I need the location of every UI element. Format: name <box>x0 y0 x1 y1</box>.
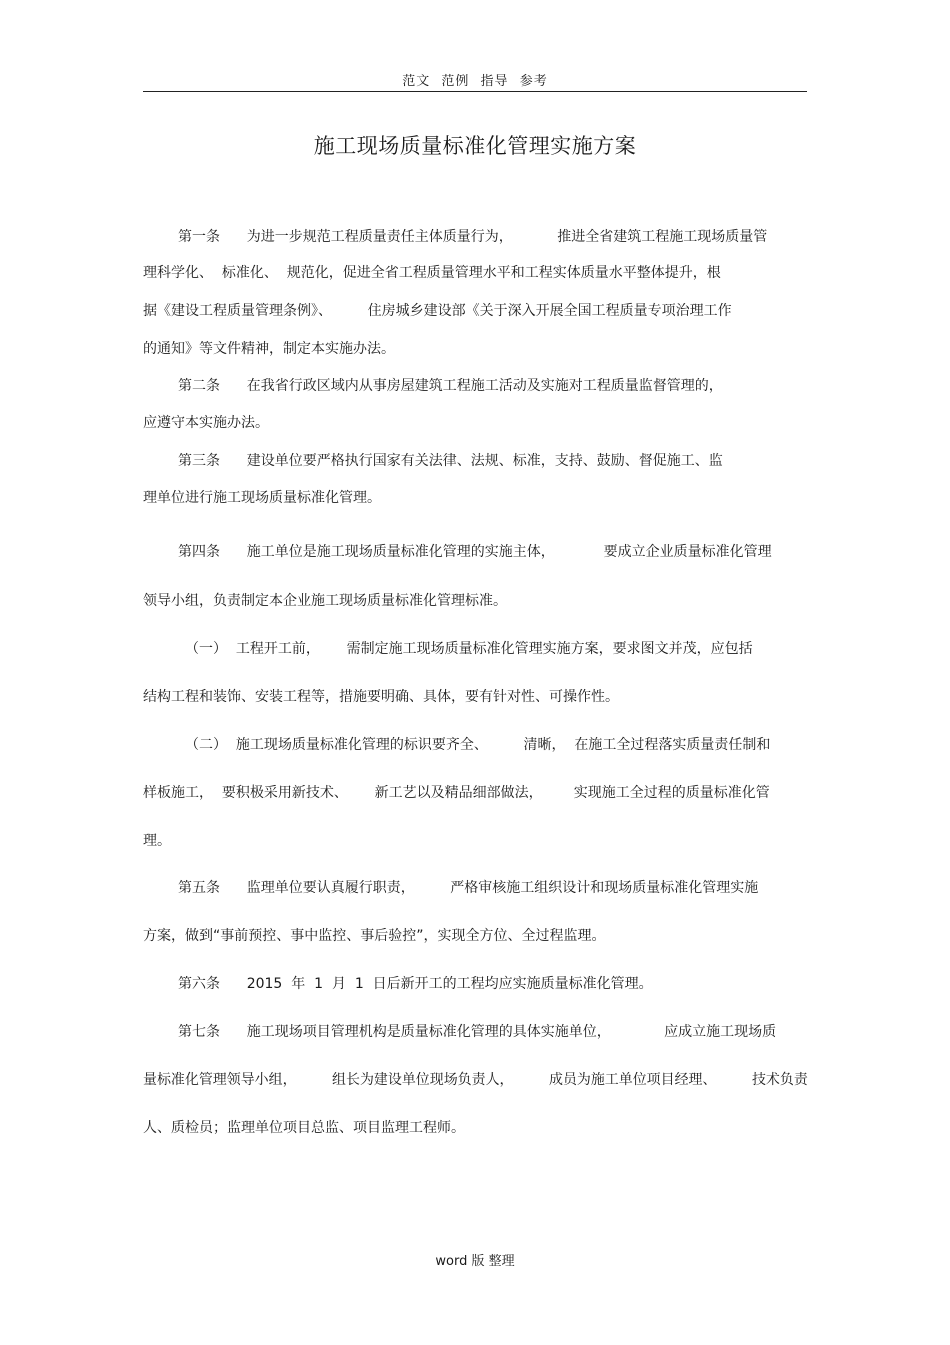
body-line: （一） 工程开工前， 需制定施工现场质量标准化管理实施方案，要求图文并茂，应包括 <box>185 641 753 657</box>
body-line: 结构工程和装饰、安装工程等，措施要明确、具体，要有针对性、可操作性。 <box>143 689 619 705</box>
body-line: 领导小组，负责制定本企业施工现场质量标准化管理标准。 <box>143 593 507 609</box>
body-line: 第三条 建设单位要严格执行国家有关法律、法规、标准，支持、鼓励、督促施工、监 <box>178 453 723 469</box>
document-title: 施工现场质量标准化管理实施方案 <box>313 134 637 158</box>
body-line: 理科学化、 标准化、 规范化，促进全省工程质量管理水平和工程实体质量水平整体提升，根 <box>143 265 721 281</box>
body-line: 应遵守本实施办法。 <box>143 415 269 431</box>
body-line: 第四条 施工单位是施工现场质量标准化管理的实施主体， 要成立企业质量标准化管理 <box>178 544 772 560</box>
body-line: 的通知》等文件精神，制定本实施办法。 <box>143 341 395 357</box>
body-line: 理单位进行施工现场质量标准化管理。 <box>143 490 381 506</box>
body-line: 第七条 施工现场项目管理机构是质量标准化管理的具体实施单位， 应成立施工现场质 <box>178 1024 777 1040</box>
body-line: 理。 <box>143 833 171 849</box>
body-line: （二） 施工现场质量标准化管理的标识要齐全、 清晰， 在施工全过程落实质量责任制和 <box>185 737 771 753</box>
body-line: 第五条 监理单位要认真履行职责， 严格审核施工组织设计和现场质量标准化管理实施 <box>178 880 759 896</box>
body-line: 方案，做到“事前预控、事中监控、事后验控”，实现全方位、全过程监理。 <box>143 928 606 944</box>
body-line: 第一条 为进一步规范工程质量责任主体质量行为， 推进全省建筑工程施工现场质量管 <box>178 229 768 245</box>
body-line: 样板施工， 要积极采用新技术、 新工艺以及精品细部做法， 实现施工全过程的质量标准化管 <box>143 785 770 801</box>
body-line: 量标准化管理领导小组， 组长为建设单位现场负责人， 成员为施工单位项目经理、 技术负责 <box>143 1072 808 1088</box>
body-line: 据《建设工程质量管理条例》、 住房城乡建设部《关于深入开展全国工程质量专项治理工作 <box>143 303 732 319</box>
body-line: 第二条 在我省行政区域内从事房屋建筑工程施工活动及实施对工程质量监督管理的， <box>178 378 723 394</box>
body-line: 人、质检员；监理单位项目总监、项目监理工程师。 <box>143 1120 465 1136</box>
header-divider <box>143 91 807 92</box>
page-footer: word 版 整理 <box>435 1254 515 1269</box>
body-line: 第六条 2015 年 1 月 1 日后新开工的工程均应实施质量标准化管理。 <box>178 976 653 992</box>
page-header: 范文 范例 指导 参考 <box>402 74 548 89</box>
